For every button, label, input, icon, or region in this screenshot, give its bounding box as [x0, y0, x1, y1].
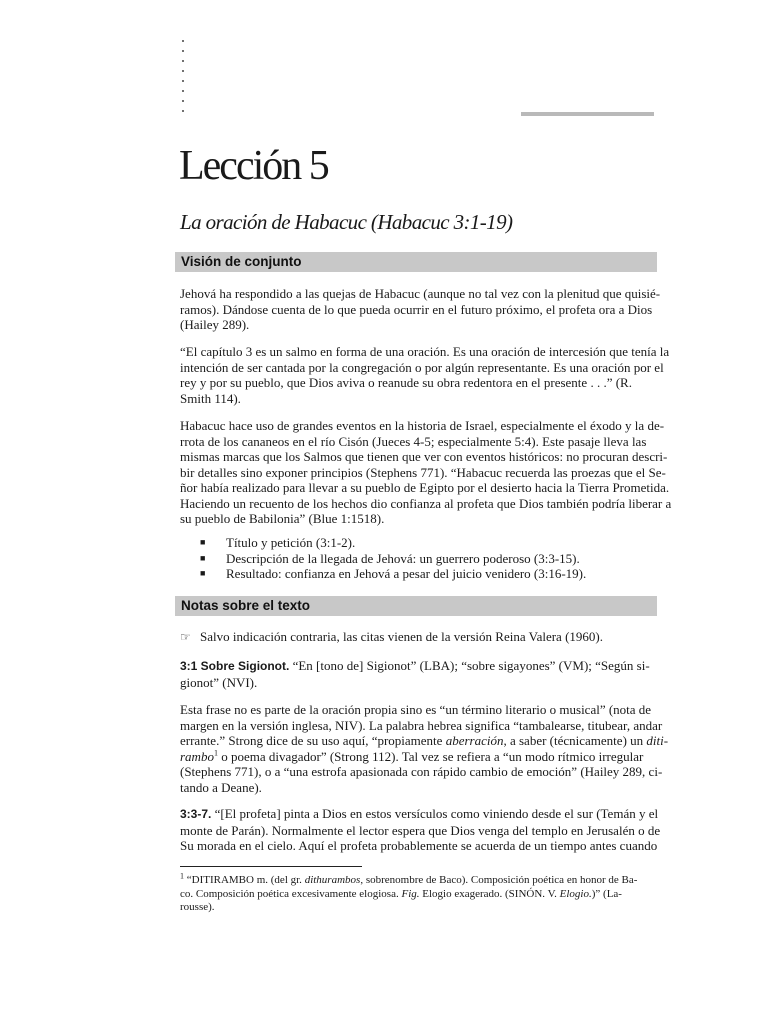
text-line: bir detalles sino exponer principios (Stephens 771). “Habacuc recuerda las proezas que el Se- [180, 464, 666, 480]
paragraph-3 [180, 418, 672, 527]
outline-list [200, 535, 640, 582]
verse-note-3-3-7 [180, 806, 661, 854]
text-line: Habacuc hace uso de grandes eventos en la historia de Israel, especialmente el éxodo y la de- [180, 418, 665, 433]
list-item-text: Título y petición (3:1-2). [226, 535, 356, 550]
footnote-number: 1 [180, 871, 184, 881]
text-line: Su morada en el cielo. Aquí el profeta probablemente se acuerda de un tiempo antes cuando [180, 838, 658, 853]
text-line: (Stephens 771), o a “una estrofa apasionada con rápido cambio de emoción” (Hailey 289, ci- [180, 764, 663, 779]
paragraph-4 [180, 702, 669, 795]
text-segment: co. Composición poética excesivamente elogiosa. [180, 887, 402, 900]
text-segment: Elogio exagerado. (SINÓN. V. [419, 887, 560, 900]
text-line: ramos). Dándose cuenta de lo que pueda ocurrir en el futuro próximo, el profeta ora a Dios [180, 301, 653, 317]
italic-term: rambo [180, 748, 214, 764]
list-item [200, 566, 640, 582]
list-item-text: Descripción de la llegada de Jehová: un guerrero poderoso (3:3-15). [226, 550, 580, 566]
italic-term: diti- [646, 733, 669, 748]
italic-term: dithurambos [304, 874, 361, 886]
footnote-divider [180, 866, 362, 867]
verse-reference: 3:3-7. [180, 807, 212, 821]
section-heading-overview [175, 252, 657, 272]
verse-note-3-1 [180, 658, 656, 690]
list-item [200, 535, 640, 551]
text-segment: , sobrenombre de Baco). Composición poética en honor de Ba- [360, 874, 638, 886]
section-heading-text: Notas sobre el texto [181, 598, 311, 613]
text-line: Esta frase no es parte de la oración propia sino es “un término literario o musical” (nota de [180, 702, 652, 717]
text-line: “El capítulo 3 es un salmo en forma de una oración. Es una oración de intercesión que tenía la [180, 344, 670, 359]
text-line: rey y por su pueblo, que Dios aviva o reanude su obra redentora en el presente . . .” (R. [180, 375, 632, 390]
text-line: gionot” (NVI). [180, 674, 258, 690]
text-line: monte de Parán). Normalmente el lector espera que Dios venga del templo en Jerusalén o de [180, 822, 661, 838]
text-line: “En [tono de] Sigionot” (LBA); “sobre sigayones” (VM); “Según si- [289, 658, 650, 673]
section-heading-text: Visión de conjunto [181, 254, 302, 269]
text-line: intención de ser cantada por la congregación o por algún representante. Es una oración por el [180, 359, 664, 375]
note-line [180, 629, 656, 646]
text-line: (Hailey 289). [180, 317, 250, 332]
note-text: Salvo indicación contraria, las citas vienen de la versión Reina Valera (1960). [200, 629, 603, 644]
header-rule [521, 112, 654, 116]
text-line: tando a Deane). [180, 779, 262, 795]
text-segment: , a saber (técnicamente) un [503, 733, 647, 748]
italic-term: Fig. [401, 887, 420, 900]
text-segment: “DITIRAMBO m. (del gr. [184, 874, 305, 886]
bullet-icon: ■ [200, 537, 206, 547]
section-heading-notes [175, 596, 657, 616]
text-line: rousse). [180, 901, 215, 913]
lesson-subtitle: La oración de Habacuc (Habacuc 3:1-19) [180, 210, 513, 234]
text-line: margen en la versión inglesa, NIV). La palabra hebrea significa “tambalearse, titubear, andar [180, 717, 663, 733]
footnote [180, 871, 656, 915]
italic-term: Elogio. [559, 887, 592, 900]
text-line: “[El profeta] pinta a Dios en estos versículos como viniendo desde el sur (Temán y el [211, 806, 659, 821]
text-line: mismas marcas que los Salmos que tienen que ver con eventos históricos: no procuran descri- [180, 449, 668, 464]
pointing-hand-icon: ☞ [180, 630, 191, 644]
list-item [200, 551, 640, 567]
paragraph-1 [180, 286, 661, 333]
verse-reference: 3:1 Sobre Sigionot. [180, 659, 290, 673]
list-item-text: Resultado: confianza en Jehová a pesar del juicio venidero (3:16-19). [226, 566, 587, 581]
paragraph-2 [180, 344, 670, 406]
text-line: Haciendo un recuento de los hechos dio confianza al profeta que Dios también podría liberar a [180, 495, 672, 511]
text-line: Smith 114). [180, 390, 241, 406]
bullet-icon: ■ [200, 552, 206, 563]
text-segment: errante.” Strong dice de su uso aquí, “propiamente [180, 733, 446, 748]
footnote-marker: 1 [213, 748, 218, 758]
italic-term: aberración [445, 733, 504, 748]
bullet-icon: ■ [200, 568, 206, 578]
text-line: su pueblo de Babilonia” (Blue 1:1518). [180, 511, 385, 526]
decorative-dots [182, 40, 186, 120]
text-line: rrota de los cananeos en el río Cisón (Jueces 4-5; especialmente 5:4). Este pasaje lleva las [180, 433, 647, 449]
text-segment: )” (La- [591, 887, 622, 900]
text-segment: o poema divagador” (Strong 112). Tal vez se refiera a “un modo rítmico irregular [217, 748, 644, 764]
text-line: Jehová ha respondido a las quejas de Habacuc (aunque no tal vez con la plenitud que quisié- [180, 286, 661, 301]
text-line: ñor había realizado para llevar a su pueblo de Egipto por el desierto hacia la Tierra Prometida. [180, 480, 670, 495]
lesson-title: Lección 5 [179, 143, 328, 189]
